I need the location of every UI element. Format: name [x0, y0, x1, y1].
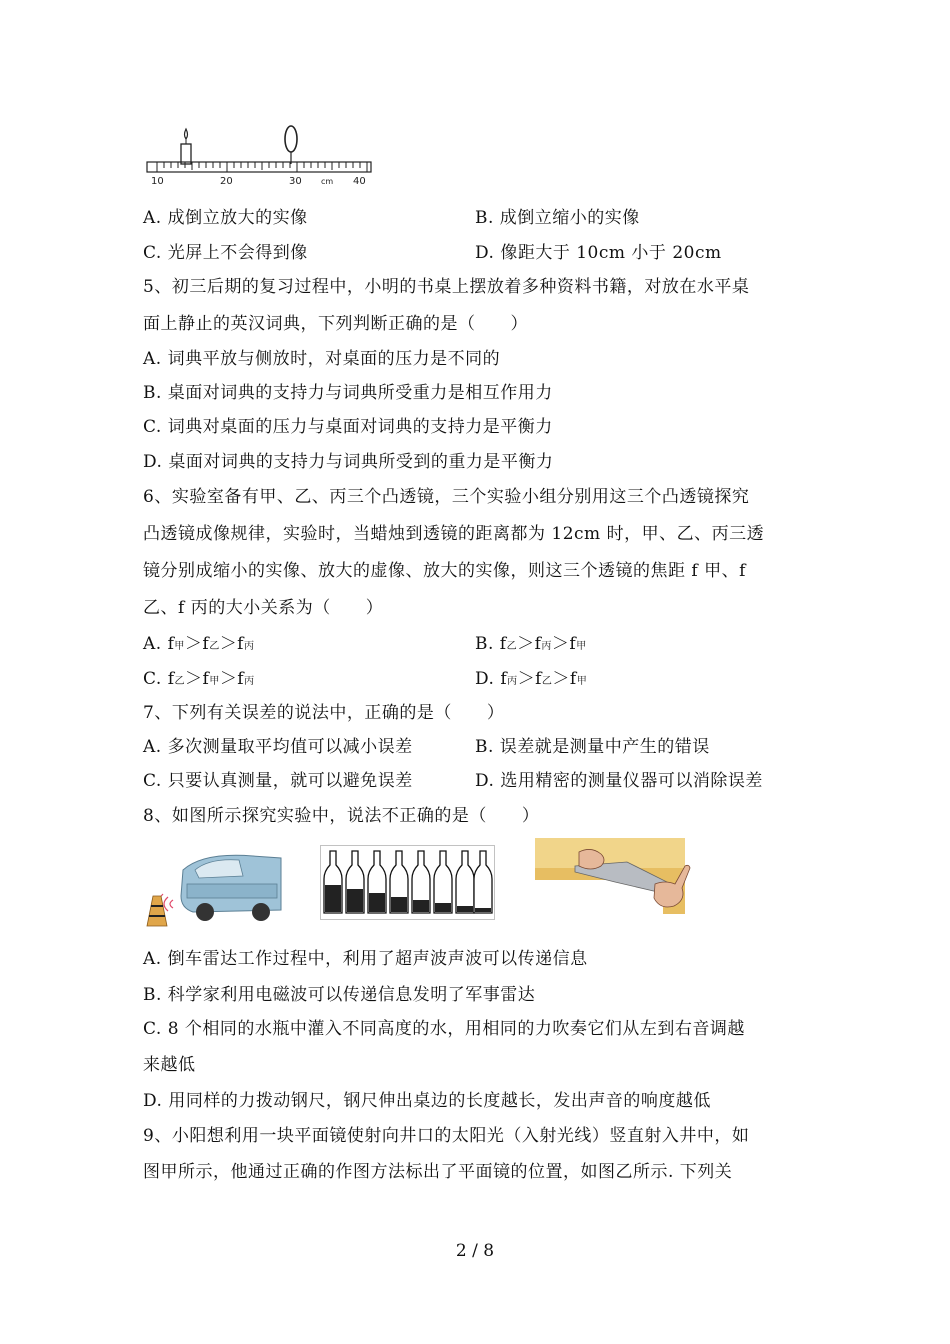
- q4-option-a: A. 成倒立放大的实像: [143, 208, 308, 228]
- q6-option-a: A. f甲＞f乙＞f丙: [143, 634, 255, 654]
- ruler-label-20: 20: [220, 176, 233, 187]
- q6-stem-line-1: 6、实验室备有甲、乙、丙三个凸透镜，三个实验小组分别用这三个凸透镜探究: [143, 487, 750, 507]
- optical-bench-figure: [145, 125, 375, 190]
- steel-ruler-figure: [535, 838, 705, 916]
- q6-option-c: C. f乙＞f甲＞f丙: [143, 669, 255, 689]
- q8-option-d: D. 用同样的力拨动钢尺，钢尺伸出桌边的长度越长，发出声音的响度越低: [143, 1091, 711, 1111]
- q8-option-c-line-1: C. 8 个相同的水瓶中灌入不同高度的水，用相同的力吹奏它们从左到右音调越: [143, 1019, 745, 1039]
- q6-stem-line-4: 乙、f 丙的大小关系为（ ）: [143, 598, 384, 618]
- q6-option-d: D. f丙＞f乙＞f甲: [475, 669, 588, 689]
- q8-option-b: B. 科学家利用电磁波可以传递信息发明了军事雷达: [143, 985, 536, 1005]
- q6-option-b: B. f乙＞f丙＞f甲: [475, 634, 587, 654]
- q6-stem-line-3: 镜分别成缩小的实像、放大的虚像、放大的实像，则这三个透镜的焦距 f 甲、f: [143, 561, 746, 581]
- water-bottles-figure: [320, 845, 495, 920]
- q7-option-b: B. 误差就是测量中产生的错误: [475, 737, 710, 757]
- q8-option-a: A. 倒车雷达工作过程中，利用了超声波声波可以传递信息: [143, 949, 588, 969]
- q6-stem-line-2: 凸透镜成像规律，实验时，当蜡烛到透镜的距离都为 12cm 时，甲、乙、丙三透: [143, 524, 765, 544]
- q7-option-d: D. 选用精密的测量仪器可以消除误差: [475, 771, 763, 791]
- q7-option-c: C. 只要认真测量，就可以避免误差: [143, 771, 413, 791]
- ruler-label-40: 40: [353, 176, 366, 187]
- q8-stem: 8、如图所示探究实验中，说法不正确的是（ ）: [143, 806, 540, 826]
- q5-option-b: B. 桌面对词典的支持力与词典所受重力是相互作用力: [143, 383, 553, 403]
- ruler-label-10: 10: [151, 176, 164, 187]
- q4-option-b: B. 成倒立缩小的实像: [475, 208, 640, 228]
- q9-stem-line-1: 9、小阳想利用一块平面镜使射向井口的太阳光（入射光线）竖直射入井中，如: [143, 1126, 750, 1146]
- car-radar-figure: [143, 850, 283, 930]
- q5-stem-line-1: 5、初三后期的复习过程中，小明的书桌上摆放着多种资料书籍，对放在水平桌: [143, 277, 750, 297]
- ruler-label-30: 30: [289, 176, 302, 187]
- q5-stem-line-2: 面上静止的英汉词典，下列判断正确的是（ ）: [143, 314, 528, 334]
- q8-option-c-line-2: 来越低: [143, 1055, 196, 1075]
- q7-option-a: A. 多次测量取平均值可以减小误差: [143, 737, 413, 757]
- q9-stem-line-2: 图甲所示，他通过正确的作图方法标出了平面镜的位置，如图乙所示. 下列关: [143, 1162, 733, 1182]
- ruler-label-unit: cm: [321, 177, 334, 186]
- q7-stem: 7、下列有关误差的说法中，正确的是（ ）: [143, 703, 505, 723]
- q5-option-c: C. 词典对桌面的压力与桌面对词典的支持力是平衡力: [143, 417, 553, 437]
- q5-option-a: A. 词典平放与侧放时，对桌面的压力是不同的: [143, 349, 501, 369]
- q4-option-d: D. 像距大于 10cm 小于 20cm: [475, 243, 722, 263]
- page-number: 2 / 8: [455, 1241, 495, 1261]
- q4-option-c: C. 光屏上不会得到像: [143, 243, 308, 263]
- q5-option-d: D. 桌面对词典的支持力与词典所受到的重力是平衡力: [143, 452, 554, 472]
